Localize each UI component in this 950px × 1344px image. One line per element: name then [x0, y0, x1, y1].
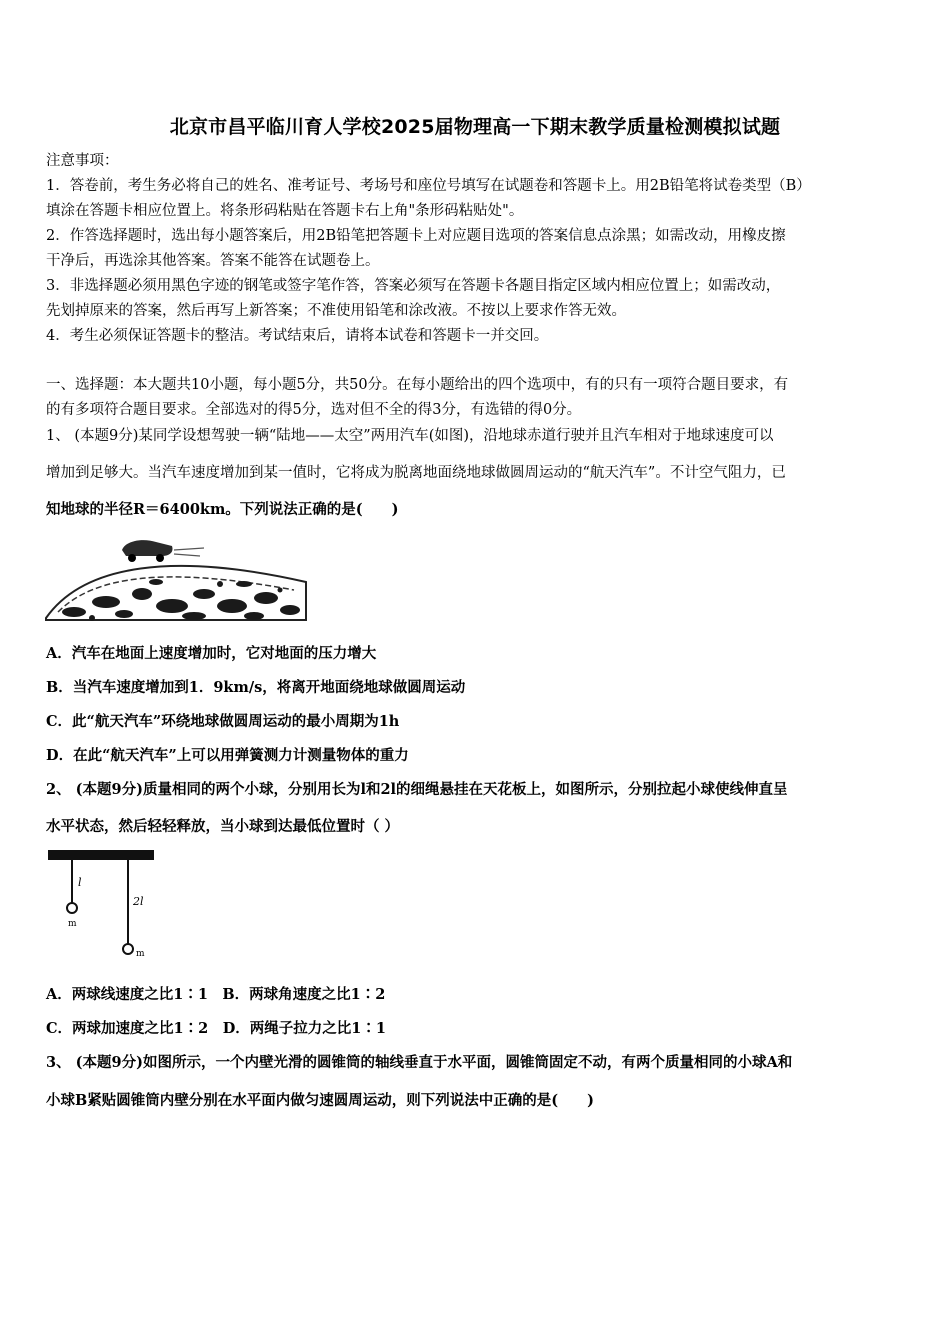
notice-line: 4．考生必须保证答题卡的整洁。考试结束后，请将本试卷和答题卡一并交回。 [46, 328, 549, 344]
notice-line: 填涂在答题卡相应位置上。将条形码粘贴在答题卡右上角"条形码粘贴处"。 [46, 203, 524, 219]
q2-options-cd: C．两球加速度之比1∶2 D．两绳子拉力之比1∶1 [46, 1020, 386, 1037]
notice-line: 1．答卷前，考生务必将自己的姓名、准考证号、考场号和座位号填写在试题卷和答题卡上。用2B铅笔将试卷类型（B） [46, 178, 811, 194]
q1-option-c: C．此“航天汽车”环绕地球做圆周运动的最小周期为1h [46, 713, 400, 730]
notice-line: 3．非选择题必须用黑色字迹的钢笔或签字笔作答，答案必须写在答题卡各题目指定区域内相应位置上；如需改动， [46, 278, 781, 294]
label-m2: m [136, 949, 145, 958]
car-icon [122, 540, 204, 562]
q1-stem: 1、 (本题9分)某同学设想驾驶一辆“陆地——太空”两用汽车(如图)，沿地球赤道行驶并且汽车相对于地球速度可以 [46, 428, 774, 444]
notice-line: 先划掉原来的答案，然后再写上新答案；不准使用铅笔和涂改液。不按以上要求作答无效。 [46, 303, 626, 319]
q2-options-ab: A．两球线速度之比1∶1 B．两球角速度之比1∶2 [46, 986, 386, 1003]
q3-stem: 3、 (本题9分)如图所示，一个内壁光滑的圆锥筒的轴线垂直于水平面，圆锥筒固定不动，有两个质量相同的小球A和 [46, 1054, 793, 1071]
pendulum-figure [46, 848, 158, 958]
q1-option-d: D．在此“航天汽车”上可以用弹簧测力计测量物体的重力 [46, 747, 409, 764]
notice-line: 2．作答选择题时，选出每小题答案后，用2B铅笔把答题卡上对应题目选项的答案信息点涂黑；如需改动，用橡皮擦 [46, 228, 786, 244]
section-intro: 一、选择题：本大题共10小题，每小题5分，共50分。在每小题给出的四个选项中，有的只有一项符合题目要求，有 [46, 377, 789, 393]
section-intro: 的有多项符合题目要求。全部选对的得5分，选对但不全的得3分，有选错的得0分。 [46, 402, 582, 418]
q2-stem: 2、 (本题9分)质量相同的两个小球，分别用长为l和2l的细绳悬挂在天花板上，如图所示，分别拉起小球使线伸直呈 [46, 781, 788, 798]
q1-stem: 增加到足够大。当汽车速度增加到某一值时，它将成为脱离地面绕地球做圆周运动的“航天汽车”。不计空气阻力，已 [46, 465, 786, 481]
label-m1: m [68, 919, 77, 929]
page-title: 北京市昌平临川育人学校2025届物理高一下期末教学质量检测模拟试题 [169, 116, 781, 138]
q2-stem: 水平状态，然后轻轻释放，当小球到达最低位置时（ ） [46, 818, 400, 835]
q1-option-a: A．汽车在地面上速度增加时，它对地面的压力增大 [46, 645, 377, 662]
earth-car-figure [44, 532, 308, 622]
notice-line: 干净后，再选涂其他答案。答案不能答在试题卷上。 [46, 253, 380, 269]
label-2l: 2l [133, 895, 144, 908]
notice-heading: 注意事项： [46, 153, 119, 169]
label-l: l [78, 876, 82, 889]
q1-stem: 知地球的半径R＝6400km。下列说法正确的是( ) [46, 501, 399, 518]
q1-option-b: B．当汽车速度增加到1．9km/s，将离开地面绕地球做圆周运动 [46, 679, 466, 696]
q3-stem: 小球B紧贴圆锥筒内壁分别在水平面内做匀速圆周运动，则下列说法中正确的是( ) [46, 1092, 594, 1109]
